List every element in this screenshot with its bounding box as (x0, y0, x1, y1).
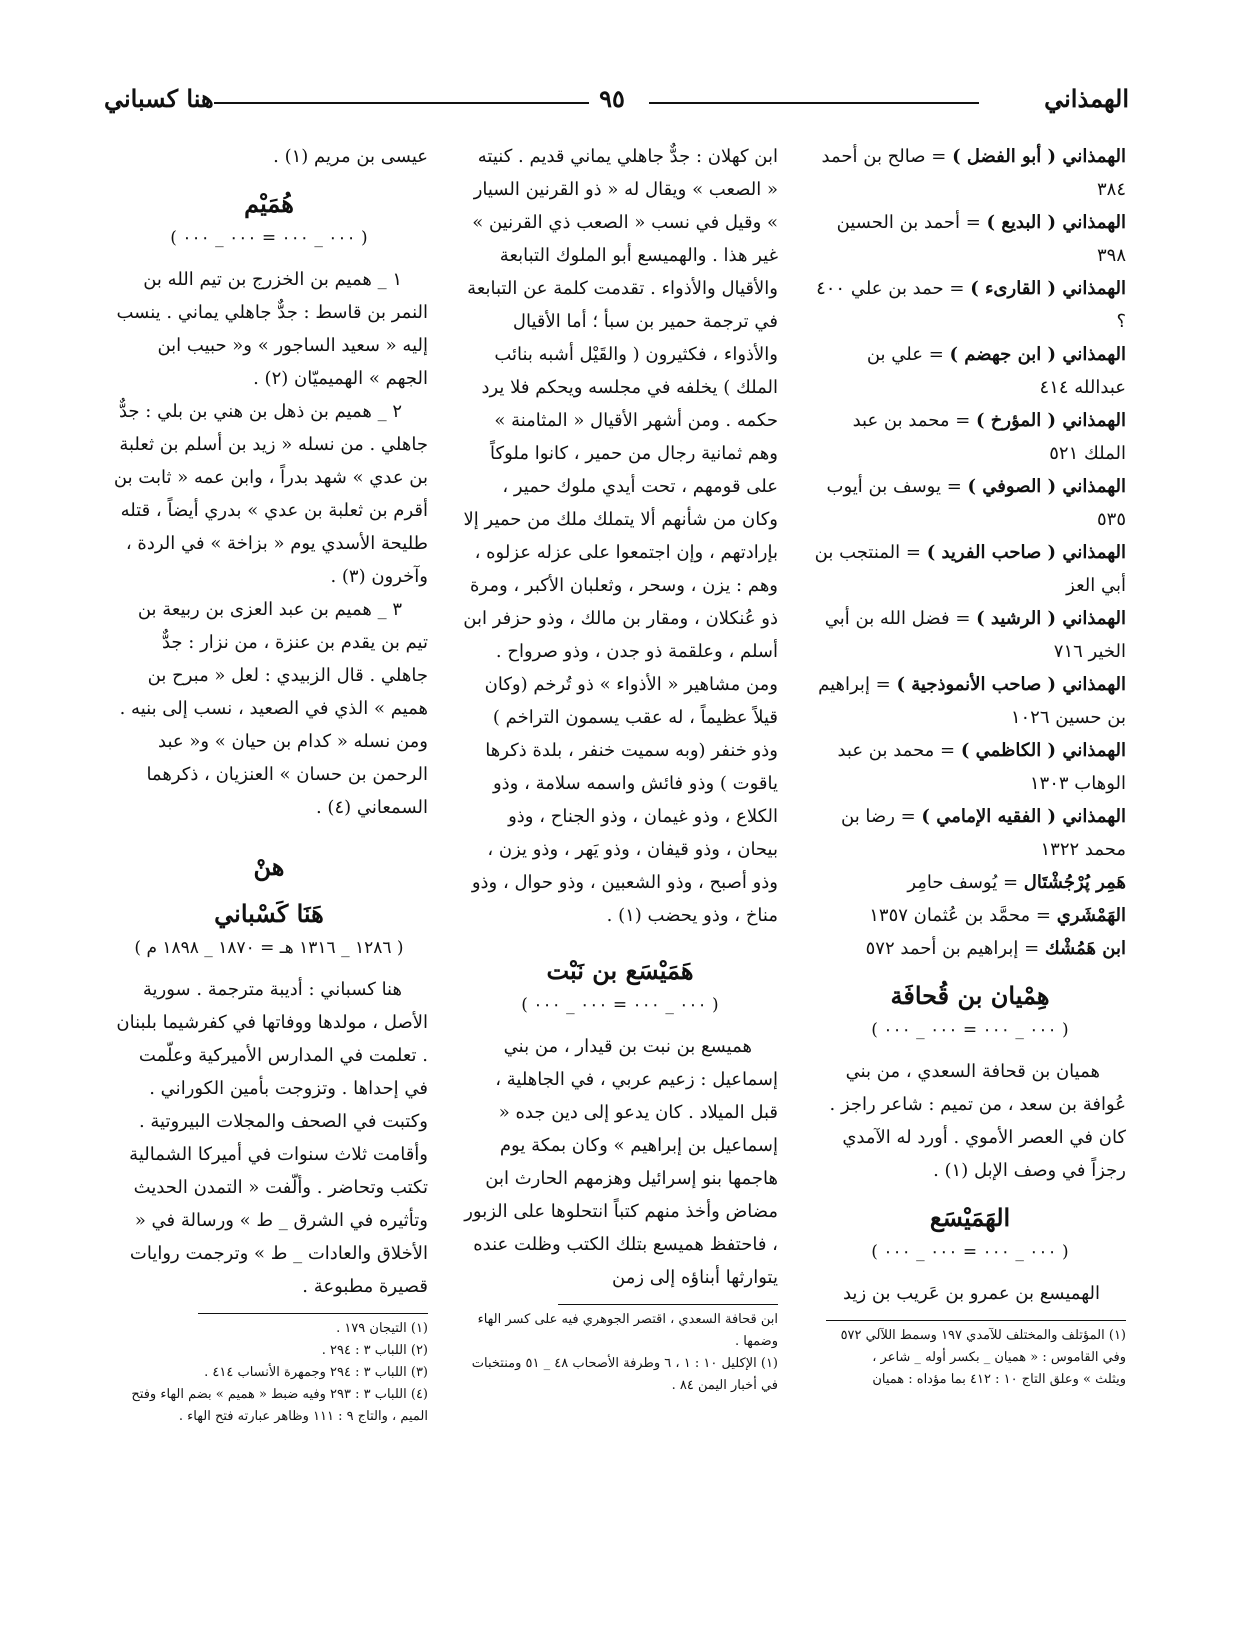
entry-title-hamaysa: الهَمَيْسَع (929, 1203, 1011, 1232)
cross-reference-list (814, 140, 1126, 965)
footnote: (١) المؤتلف والمختلف للآمدي ١٩٧ وسمط اللآلي ٥٧٢ (840, 1328, 1126, 1343)
cross-reference-name: هَمِر پُرْجُشْتَال (1023, 872, 1126, 893)
entry-text-hamaysa-bin-nabt: هميسع بن نبت بن قيدار ، من بني إسماعيل : زعيم عربي ، في الجاهلية ، قبل الميلاد . كان يدعو إلى دين جده « إسماعيل بن إبراهيم » وكان بمكة يوم هاجمها بنو إسرائيل وهزمهم الحارث ابن مضاض وأخذ منهم كتباً انتحلوها على الزبور ، فاحتفظ هميسع بتلك الكتب وظلت عنده يتوارثها أبناؤه إلى زمن (464, 1036, 778, 1288)
cross-reference-entry (814, 899, 1126, 932)
cross-reference-entry (814, 734, 1126, 800)
footnote: وفي القاموس : « هميان _ بكسر أوله _ شاعر ، (872, 1350, 1126, 1365)
cross-reference-entry (814, 866, 1126, 899)
footnote: ويثلث » وعلق التاج ١٠ : ٤١٢ بما مؤداه : هميان (872, 1372, 1126, 1387)
entry-text-continued: عيسى بن مريم (١) . (273, 146, 428, 167)
footnote: (١) التيجان ١٧٩ . (336, 1321, 428, 1336)
cross-reference-entry (814, 536, 1126, 602)
cross-reference-target: = محمد بن عبد الملك ٥٢١ (852, 410, 1126, 464)
entry-text-himyan: هميان بن قحافة السعدي ، من بني عُوافة بن سعد ، من تميم : شاعر راجز . كان في العصر الأموي . أورد له الآمدي رجزاً في وصف الإبل (١) . (829, 1061, 1126, 1181)
footnote-rule-left (198, 1313, 428, 1314)
footnote-rule-middle (558, 1304, 778, 1305)
cross-reference-target: = حمد بن علي ٤٠٠ ؟ (816, 278, 1126, 332)
entry-title-himyan: هِمْيان بن قُحافَة (890, 981, 1050, 1010)
entry-dates-himyan: ( ٠٠٠ _ ٠٠٠ = ٠٠٠ _ ٠٠٠ ) (871, 1020, 1069, 1040)
cross-reference-name: الهمذاني ( صاحب الأنموذجية ) (896, 674, 1126, 695)
cross-reference-name: الهمذاني ( صاحب الفريد ) (926, 542, 1126, 563)
footnote: ابن قحافة السعدي ، اقتصر الجوهري فيه على كسر الهاء وضمها . (477, 1312, 778, 1349)
cross-reference-name: الهمذاني ( الكاظمي ) (960, 740, 1126, 761)
cross-reference-target: = المنتجب بن أبي العز (814, 542, 1126, 596)
entry-title-humaym: هُمَيْم (244, 189, 294, 218)
cross-reference-name: الهمذاني ( البديع ) (986, 212, 1126, 233)
page-number: ٩٥ (599, 84, 625, 113)
cross-reference-name: الهمذاني ( الفقيه الإمامي ) (921, 806, 1126, 827)
cross-reference-target: = أحمد بن الحسين ٣٩٨ (836, 212, 1126, 266)
numbered-entry: ١ _ هميم بن الخزرج بن تيم الله بن النمر بن قاسط : جدٌّ جاهلي يماني . ينسب إليه « سعيد الساجور » و« حبيب ابن الجهم » الهميميّان (٢) . (116, 269, 428, 389)
footnote: (٢) اللباب ٣ : ٢٩٤ . (321, 1343, 428, 1358)
cross-reference-entry (814, 140, 1126, 206)
cross-reference-name: الهمذاني ( ابن جهضم ) (949, 344, 1126, 365)
letter-heading-han: هنْ (253, 852, 285, 881)
cross-reference-target: = إبراهيم بن أحمد ٥٧٢ (865, 938, 1045, 959)
cross-reference-entry (814, 338, 1126, 404)
cross-reference-target: = محمد بن عبد الوهاب ١٣٠٣ (837, 740, 1126, 794)
entry-title-hana-kasbani: هَنَا كَسْباني (214, 899, 324, 928)
humaym-list (110, 263, 428, 824)
cross-reference-entry (814, 206, 1126, 272)
cross-reference-name: ابن هَمُشْك (1044, 938, 1126, 959)
cross-reference-name: الهمذاني ( أبو الفضل ) (952, 146, 1126, 167)
cross-reference-name: الهَمْشَري (1056, 905, 1126, 926)
footnote: (١) الإكليل ١٠ : ١ ، ٦ وطرفة الأصحاب ٤٨ _ ٥١ ومنتخبات في أخبار اليمن ٨٤ . (471, 1356, 778, 1393)
page-header (104, 84, 1129, 124)
footnote: (٣) اللباب ٣ : ٢٩٤ وجمهرة الأنساب ٤١٤ . (204, 1365, 428, 1380)
header-running-title-right: الهمذاني (1044, 84, 1129, 113)
cross-reference-entry (814, 800, 1126, 866)
cross-reference-name: الهمذاني ( الصوفي ) (967, 476, 1126, 497)
cross-reference-entry (814, 470, 1126, 536)
header-rule-right (649, 102, 979, 104)
entry-dates-hamaysa-bin-nabt: ( ٠٠٠ _ ٠٠٠ = ٠٠٠ _ ٠٠٠ ) (521, 995, 719, 1015)
cross-reference-name: الهمذاني ( الرشيد ) (976, 608, 1126, 629)
cross-reference-entry (814, 404, 1126, 470)
cross-reference-entry (814, 668, 1126, 734)
cross-reference-target: = علي بن عبدالله ٤١٤ (866, 344, 1126, 398)
cross-reference-target: = يُوسف حامِر (907, 872, 1024, 893)
header-running-title-left: هنا كسباني (104, 84, 214, 113)
cross-reference-target: = إبراهيم بن حسين ١٠٢٦ (818, 674, 1126, 728)
cross-reference-target: = يوسف بن أيوب ٥٣٥ (826, 476, 1126, 530)
column-right (814, 140, 1126, 1391)
footnote-rule-right (826, 1320, 1126, 1321)
footnotes-middle (462, 1309, 778, 1397)
cross-reference-name: الهمذاني ( القارىء ) (970, 278, 1126, 299)
entry-text-hamaysa-continued: ابن كهلان : جدٌّ جاهلي يماني قديم . كنيته « الصعب » ويقال له « ذو القرنين السيار » وقيل في نسب « الصعب ذي القرنين » غير هذا . والهميسع أبو الملوك التبابعة والأقيال والأذواء . تقدمت كلمة عن التبابعة في ترجمة حمير بن سبأ ؛ أما الأقيال والأذواء ، فكثيرون ( والقَيْل أشبه بنائب الملك ) يخلفه في مجلسه ويحكم فلا يرد حكمه . ومن أشهر الأقيال « المثامنة » وهم ثمانية رجال من حمير ، كانوا ملوكاً على قومهم ، تحت أيدي ملوك حمير ، وكان من شأنهم ألا يتملك ملك من حمير إلا بإرادتهم ، وإن اجتمعوا على عزله عزلوه ، وهم : يزن ، وسحر ، وثعلبان الأكبر ، ومرة ذو عُنكلان ، ومقار بن مالك ، وذو حزفر ابن أسلم ، وعلقمة ذو جدن ، وذو صرواح . ومن مشاهير « الأذواء » ذو تُرخم (وكان قيلاً عظيماً ، له عقب يسمون التراخم ) وذو خنفر (وبه سميت خنفر ، بلدة ذكرها ياقوت ) وذو فائش واسمه سلامة ، وذو الكلاع ، وذو غيمان ، وذو الجناح ، وذو بيحان ، وذو قيفان ، وذو يَهر ، وذو يزن ، وذو أصبح ، وذو الشعبين ، وذو حوال ، وذو مناخ ، وذو يحضب (١) . (463, 146, 778, 926)
cross-reference-target: = فضل الله بن أبي الخير ٧١٦ (824, 608, 1126, 662)
numbered-entry: ٢ _ هميم بن ذهل بن هني بن بلي : جدٌّ جاهلي . من نسله « زيد بن أسلم بن ثعلبة بن عدي » شهد بدراً ، وابن عمه « ثابت بن أقرم بن ثعلبة بن عدي » بدري أيضاً ، قتله طليحة الأسدي يوم « بزاخة » في الردة ، وآخرون (٣) . (113, 401, 428, 587)
entry-dates-humaym: ( ٠٠٠ _ ٠٠٠ = ٠٠٠ _ ٠٠٠ ) (170, 228, 368, 248)
cross-reference-name: الهمذاني ( المؤرخ ) (976, 410, 1126, 431)
cross-reference-target: = محمَّد بن عُثمان ١٣٥٧ (869, 905, 1057, 926)
cross-reference-target: = رضا بن محمد ١٣٢٢ (841, 806, 1126, 860)
entry-text-hamaysa: الهميسع بن عمرو بن عَريب بن زيد (842, 1283, 1100, 1304)
cross-reference-target: = صالح بن أحمد ٣٨٤ (821, 146, 1126, 200)
column-left (110, 140, 428, 1428)
cross-reference-entry (814, 932, 1126, 965)
cross-reference-entry (814, 272, 1126, 338)
header-rule-left (214, 102, 589, 104)
entry-dates-hamaysa: ( ٠٠٠ _ ٠٠٠ = ٠٠٠ _ ٠٠٠ ) (871, 1242, 1069, 1262)
entry-dates-hana-kasbani: ( ١٢٨٦ _ ١٣١٦ هـ = ١٨٧٠ _ ١٨٩٨ م ) (134, 938, 404, 958)
footnote: (٤) اللباب ٣ : ٢٩٣ وفيه ضبط « هميم » بضم الهاء وفتح الميم ، والتاج ٩ : ١١١ وظاهر عبارته فتح الهاء . (131, 1387, 428, 1424)
footnotes-right (814, 1325, 1126, 1391)
entry-text-hana-kasbani: هنا كسباني : أديبة مترجمة . سورية الأصل ، مولدها ووفاتها في كفرشيما بلبنان . تعلمت في المدارس الأميركية وعلّمت في إحداها . وتزوجت بأمين الكوراني . وكتبت في الصحف والمجلات البيروتية . وأقامت ثلاث سنوات في أميركا الشمالية تكتب وتحاضر . وألّفت « التمدن الحديث وتأثيره في الشرق _ ط » ورسالة في « الأخلاق والعادات _ ط » وترجمت روايات قصيرة مطبوعة . (116, 979, 428, 1297)
cross-reference-entry (814, 602, 1126, 668)
entry-title-hamaysa-bin-nabt: هَمَيْسَع بن نَبْت (546, 956, 694, 985)
footnotes-left (110, 1318, 428, 1428)
numbered-entry: ٣ _ هميم بن عبد العزى بن ربيعة بن تيم بن يقدم بن عنزة ، من نزار : جدٌّ جاهلي . قال الزبيدي : لعل « مبرح بن هميم » الذي في الصعيد ، نسب إلى بنيه . ومن نسله « كدام بن حيان » و« عبد الرحمن بن حسان » العنزيان ، ذكرهما السمعاني (٤) . (119, 599, 428, 818)
column-middle (462, 140, 778, 1397)
